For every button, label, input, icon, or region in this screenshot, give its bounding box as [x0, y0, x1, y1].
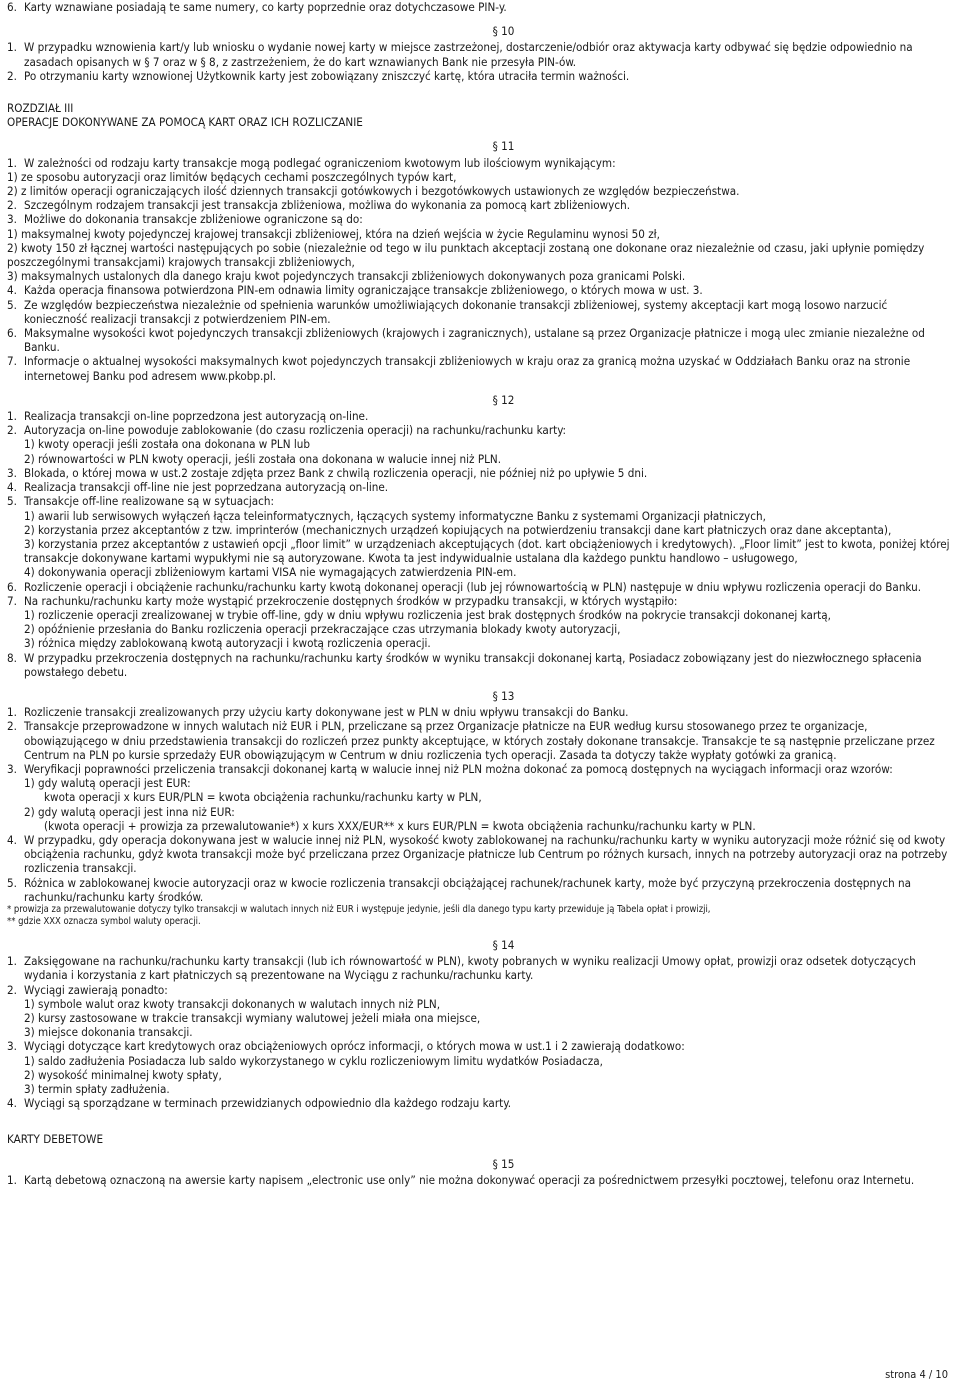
list-item: 1. Zaksięgowane na rachunku/rachunku karty transakcji (lub ich równowartość w PLN), kwoty pobranych w wyniku realizacji Umowy opłat, prowizji oraz odsetek dotyczących wydania i korzystania z kart płatniczych są prezentowane na Wyciągu z rachunku/rachunku karty. — [7, 954, 950, 982]
sub-item: 3) maksymalnych ustalonych dla danego kraju kwot pojedynczych transakcji zbliżeniowych dokonywanych poza granicami Polski. — [7, 269, 686, 284]
list-item: 2. Transakcje przeprowadzone w innych walutach niż EUR i PLN, przeliczane są przez Organizacje płatnicze na EUR według kursu stosowanego przez te organizacje, obowiązującego w dniu przedstawienia transakcji do rozliczeń przez punkty akceptujące, w których zostały dokonane transakcje. Transakcje te są następnie przeliczane przez Centrum na PLN po kursie sprzedaży EUR obowiązującym w Centrum w dniu rozliczenia tych operacji. Zasada ta dotyczy także wypłaty gotówki za granicą. — [7, 719, 950, 762]
item-text: W zależności od rodzaju karty transakcje mogą podlegać ograniczeniom kwotowym lub ilościowym wynikającym: — [24, 155, 616, 170]
item-text: Blokada, o której mowa w ust.2 zostaje zdjęta przez Bank z chwilą rozliczenia operacji, nie później niż po upływie 5 dni. — [24, 465, 648, 480]
footnote: * prowizja za przewalutowanie dotyczy tylko transakcji w walutach innych niż EUR i występuje jedynie, jeśli dla danego typu karty przewiduje ją Tabela opłat i prowizji, — [7, 903, 711, 915]
section-13-title: § 13 — [492, 688, 515, 703]
list-item: 7. Na rachunku/rachunku karty może wystąpić przekroczenie dostępnych środków w przypadku transakcji, w których wystąpiło: — [7, 594, 950, 608]
sub-item: 1) awarii lub serwisowych wyłączeń łącza teleinformatycznych, łączących systemy informatyczne Banku z systemami Organizacji płatniczych, — [24, 508, 766, 523]
list-item: 2. Wyciągi zawierają ponadto: — [7, 983, 950, 997]
item-text: Autoryzacja on-line powoduje zablokowanie (do czasu rozliczenia operacji) na rachunku/rachunku karty: — [24, 423, 567, 438]
list-item: 5. Transakcje off-line realizowane są w sytuacjach: — [7, 494, 950, 508]
sub-item: 3) różnica między zablokowaną kwotą autoryzacji i kwotą rozliczenia operacji. — [24, 636, 431, 651]
item-text: Każda operacja finansowa potwierdzona PIN-em odnawia limity ograniczające transakcje zbliżeniowego, o których mowa w ust. 3. — [24, 283, 703, 298]
sub-item: 3) korzystania przez akceptantów z ustawień opcji „floor limit” w urządzeniach akceptujących (dot. kart obciążeniowych i kredytowych). „Floor limit” jest to kwota, poniżej której transakcje dokonywane kartami wypukłymi nie są autoryzowane. Kwota ta jest indywidualnie ustalana dla każdego punktu handlowo – usługowego, — [24, 536, 950, 566]
list-item: 7. Informacje o aktualnej wysokości maksymalnych kwot pojedynczych transakcji zbliżeniowych w kraju oraz za granicą można uzyskać w Oddziałach Banku oraz na stronie internetowej Banku pod adresem www.pkobp.pl. — [7, 354, 950, 382]
item-text: Karty wznawiane posiadają te same numery, co karty poprzednie oraz dotychczasowe PIN-y. — [24, 0, 507, 14]
item-text: Ze względów bezpieczeństwa niezależnie od spełnienia warunków umożliwiających dokonanie transakcji zbliżeniowej, systemy akceptacji kart mogą losowo narzucić konieczność realizacji transakcji z potwierdzeniem PIN-em. — [24, 297, 888, 326]
sub-item: 1) ze sposobu autoryzacji oraz limitów będących cechami poszczególnych typów kart, — [7, 169, 457, 184]
item-text: Realizacja transakcji on-line poprzedzona jest autoryzacją on-line. — [24, 409, 369, 424]
list-item — [7, 40, 950, 68]
sub-item: 2) kwoty 150 zł łącznej wartości następujących po sobie (niezależnie od tego w ilu punktach akceptacji zostaną one dokonane oraz niezależnie od czasu, jaki upłynie pomiędzy poszczególnymi transakcjami) krajowych transakcji zbliżeniowych, — [7, 240, 925, 270]
list-item — [7, 69, 950, 83]
list-item: 4. W przypadku, gdy operacja dokonywana jest w walucie innej niż PLN, wysokość kwoty zablokowanej na rachunku/rachunku karty w wyniku autoryzacji może różnić się od kwoty obciążenia rachunku, gdyż kwota transakcji może być przeliczana przez Organizacje płatnicze lub Centrum po różnych kursach, innych na potrzeby autoryzacji oraz na potrzeby rozliczenia transakcji. — [7, 833, 950, 876]
item-text: Rozliczenie transakcji zrealizowanych przy użyciu karty dokonywane jest w PLN w dniu wpływu transakcji do Banku. — [24, 705, 629, 720]
item-text: Zaksięgowane na rachunku/rachunku karty transakcji (lub ich równowartość w PLN), kwoty pobranych w wyniku realizacji Umowy opłat, prowizji oraz odsetek dotyczących wydania i korzystania z kart płatniczych są prezentowane na Wyciągu z rachunku/rachunku karty. — [24, 954, 916, 983]
list-item: 4. Każda operacja finansowa potwierdzona PIN-em odnawia limity ograniczające transakcje zbliżeniowego, o których mowa w ust. 3. — [7, 283, 950, 297]
list-item: 2. Szczególnym rodzajem transakcji jest transakcja zbliżeniowa, możliwa do wykonania za pomocą kart zbliżeniowych. — [7, 198, 950, 212]
item-text: Transakcje off-line realizowane są w sytuacjach: — [24, 494, 274, 509]
list-item: 5. Różnica w zablokowanej kwocie autoryzacji oraz w kwocie rozliczenia transakcji obciążającej rachunek/rachunek karty, może być przyczyną przekroczenia dostępnych na rachunku/rachunku karty środków. — [7, 876, 950, 904]
item-text: Różnica w zablokowanej kwocie autoryzacji oraz w kwocie rozliczenia transakcji obciążającej rachunek/rachunek karty, może być przyczyną przekroczenia dostępnych na rachunku/rachunku karty środków. — [24, 875, 911, 904]
item-text: W przypadku przekroczenia dostępnych na rachunku/rachunku karty środków w wyniku transakcji dokonanej kartą, Posiadacz zobowiązany jest do niezwłocznego spłacenia powstałego debetu. — [24, 650, 922, 679]
item-number: 1. — [7, 40, 17, 55]
sub-item: 2) wysokość minimalnej kwoty spłaty, — [24, 1067, 222, 1082]
sub-item: 3) termin spłaty zadłużenia. — [24, 1082, 170, 1097]
section-11-title: § 11 — [492, 139, 515, 154]
item-text: Wyciągi zawierają ponadto: — [24, 982, 168, 997]
item-number: 2. — [7, 68, 17, 83]
chapter-label: ROZDZIAŁ III — [7, 101, 74, 116]
list-item: 5. Ze względów bezpieczeństwa niezależnie od spełnienia warunków umożliwiających dokonanie transakcji zbliżeniowej, systemy akceptacji kart mogą losowo narzucić konieczność realizacji transakcji z potwierdzeniem PIN-em. — [7, 298, 950, 326]
sub-item: 2) równowartości w PLN kwoty operacji, jeśli została ona dokonana w walucie innej niż PLN. — [24, 451, 502, 466]
section-10-title: § 10 — [492, 24, 515, 39]
item-text: Weryfikacji poprawności przeliczenia transakcji dokonanej kartą w walucie innej niż PLN można dokonać za pomocą dostępnych na wyciągach informacji oraz wzorów: — [24, 761, 893, 776]
sub-item: 1) saldo zadłużenia Posiadacza lub saldo wykorzystanego w cyklu rozliczeniowym limitu wydatków Posiadacza, — [24, 1053, 603, 1068]
list-item: 3. Blokada, o której mowa w ust.2 zostaje zdjęta przez Bank z chwilą rozliczenia operacji, nie później niż po upływie 5 dni. — [7, 466, 950, 480]
sub-item: 1) rozliczenie operacji zrealizowanej w trybie off-line, gdy w dniu wpływu rozliczenia jest brak dostępnych środków na pokrycie transakcji dokonanej kartą, — [24, 607, 831, 622]
list-item: 1. W zależności od rodzaju karty transakcje mogą podlegać ograniczeniom kwotowym lub ilościowym wynikającym: — [7, 156, 950, 170]
list-item: 3. Weryfikacji poprawności przeliczenia transakcji dokonanej kartą w walucie innej niż PLN można dokonać za pomocą dostępnych na wyciągach informacji oraz wzorów: — [7, 762, 950, 776]
item-text: Informacje o aktualnej wysokości maksymalnych kwot pojedynczych transakcji zbliżeniowych w kraju oraz za granicą można uzyskać w Oddziałach Banku oraz na stronie internetowej Banku pod adresem www.pkobp.pl. — [24, 354, 911, 383]
list-item: 2. Autoryzacja on-line powoduje zablokowanie (do czasu rozliczenia operacji) na rachunku/rachunku karty: — [7, 423, 950, 437]
section-heading-debit-cards: KARTY DEBETOWE — [7, 1132, 104, 1147]
section-12-title: § 12 — [492, 392, 515, 407]
list-item: 4. Wyciągi są sporządzane w terminach przewidzianych odpowiednio dla każdego rodzaju karty. — [7, 1096, 950, 1110]
chapter-title: OPERACJE DOKONYWANE ZA POMOCĄ KART ORAZ ICH ROZLICZANIE — [7, 115, 363, 130]
sub-item: 2) gdy walutą operacji jest inna niż EUR: — [24, 804, 235, 819]
sub-item: 2) opóźnienie przesłania do Banku rozliczenia operacji przekraczające czas utrzymania blokady kwoty autoryzacji, — [24, 622, 621, 637]
sub-item: 2) z limitów operacji ograniczających ilość dziennych transakcji gotówkowych i bezgotówkowych ustawionych ze względów bezpieczeństwa. — [7, 184, 740, 199]
list-item: 3. Możliwe do dokonania transakcje zbliżeniowe ograniczone są do: — [7, 212, 950, 226]
item-text: Maksymalne wysokości kwot pojedynczych transakcji zbliżeniowych (krajowych i zagranicznych), ustalane są przez Organizacje płatnicze i mogą ulec zmianie niezależne od Banku. — [24, 326, 925, 355]
item-text: Możliwe do dokonania transakcje zbliżeniowe ograniczone są do: — [24, 212, 363, 227]
item-text: Szczególnym rodzajem transakcji jest transakcja zbliżeniowa, możliwa do wykonania za pomocą kart zbliżeniowych. — [24, 198, 631, 213]
item-text: Wyciągi dotyczące kart kredytowych oraz obciążeniowych oprócz informacji, o których mowa w ust.1 i 2 zawierają dodatkowo: — [24, 1039, 685, 1054]
sub-item: 1) symbole walut oraz kwoty transakcji dokonanych w walutach innych niż PLN, — [24, 996, 441, 1011]
formula: kwota operacji x kurs EUR/PLN = kwota obciążenia rachunku/rachunku karty w PLN, — [44, 790, 482, 805]
list-item: 1. Realizacja transakcji on-line poprzedzona jest autoryzacją on-line. — [7, 409, 950, 423]
sub-item: 2) kursy zastosowane w trakcie transakcji wymiany walutowej jeżeli miała ona miejsce, — [24, 1011, 481, 1025]
item-number: 6. — [7, 0, 17, 14]
sub-item: 3) miejsce dokonania transakcji. — [24, 1025, 193, 1040]
page-number: strona 4 / 10 — [885, 1367, 948, 1381]
list-item: 3. Wyciągi dotyczące kart kredytowych oraz obciążeniowych oprócz informacji, o których mowa w ust.1 i 2 zawierają dodatkowo: — [7, 1039, 950, 1053]
section-14-title: § 14 — [492, 937, 515, 952]
list-item: 1. Kartą debetową oznaczoną na awersie karty napisem „electronic use only” nie można dokonywać operacji za pośrednictwem przesyłki pocztowej, telefonu oraz Internetu. — [7, 1173, 950, 1187]
sub-item: 1) kwoty operacji jeśli została ona dokonana w PLN lub — [24, 437, 310, 452]
list-item — [7, 0, 950, 14]
item-text: Transakcje przeprowadzone w innych walutach niż EUR i PLN, przeliczane są przez Organizacje płatnicze na EUR według kursu stosowanego przez te organizacje, obowiązującego w dniu przedstawienia transakcji do rozliczeń przez punkty akceptujące, w których zostały dokonane transakcje. Transakcje te są następnie przeliczane przez Centrum na PLN po kursie sprzedaży EUR obowiązującym w Centrum w dniu rozliczenia tych operacji. Zasada ta dotyczy także wypłaty gotówki za granicą. — [24, 719, 935, 762]
section-15-title: § 15 — [492, 1156, 515, 1171]
item-text: Wyciągi są sporządzane w terminach przewidzianych odpowiednio dla każdego rodzaju karty. — [24, 1096, 512, 1111]
sub-item: 1) gdy walutą operacji jest EUR: — [24, 776, 191, 791]
sub-item: 2) korzystania przez akceptantów z tzw. imprinterów (mechanicznych urządzeń kopiujących na potwierdzeniu transakcji dane kart płatniczych oraz dane akceptanta), — [24, 522, 892, 537]
sub-item: 4) dokonywania operacji zbliżeniowym kartami VISA nie wymagających zatwierdzenia PIN-em. — [24, 565, 517, 580]
item-text: Kartą debetową oznaczoną na awersie karty napisem „electronic use only” nie można dokonywać operacji za pośrednictwem przesyłki pocztowej, telefonu oraz Internetu. — [24, 1172, 915, 1187]
item-text: W przypadku wznowienia kart/y lub wniosku o wydanie nowej karty w miejsce zastrzeżonej, dostarczenie/odbiór oraz aktywacja karty odbywać się będzie odpowiednio na zasadach opisanych w § 7 oraz w § 8, z zastrzeżeniem, że do kart wznawianych Bank nie przesyła PIN-ów. — [24, 40, 913, 69]
formula: (kwota operacji + prowizja za przewalutowanie*) x kurs XXX/EUR** x kurs EUR/PLN = kwota obciążenia rachunku/rachunku karty w PLN. — [44, 818, 756, 833]
item-text: W przypadku, gdy operacja dokonywana jest w walucie innej niż PLN, wysokość kwoty zablokowanej na rachunku/rachunku karty w wyniku autoryzacji może różnić się od kwoty obciążenia rachunku, gdyż kwota transakcji może być przeliczana przez Organizacje płatnicze lub Centrum po różnych kursach, innych na potrzeby autoryzacji oraz na potrzeby rozliczenia transakcji. — [24, 832, 948, 876]
item-text: Na rachunku/rachunku karty może wystąpić przekroczenie dostępnych środków w przypadku transakcji, w których wystąpiło: — [24, 593, 678, 608]
list-item: 8. W przypadku przekroczenia dostępnych na rachunku/rachunku karty środków w wyniku transakcji dokonanej kartą, Posiadacz zobowiązany jest do niezwłocznego spłacenia powstałego debetu. — [7, 651, 950, 679]
item-text: Po otrzymaniu karty wznowionej Użytkownik karty jest zobowiązany zniszczyć kartę, która utraciła termin ważności. — [24, 68, 630, 83]
sub-item: 1) maksymalnej kwoty pojedynczej krajowej transakcji zbliżeniowej, która na dzień wejścia w życie Regulaminu wynosi 50 zł, — [7, 226, 660, 241]
list-item: 4. Realizacja transakcji off-line nie jest poprzedzana autoryzacją on-line. — [7, 480, 950, 494]
item-text: Rozliczenie operacji i obciążenie rachunku/rachunku karty kwotą dokonanej operacji (lub jej równowartością w PLN) następuje w dniu wpływu rozliczenia operacji do Banku. — [24, 579, 922, 594]
list-item: 6. Rozliczenie operacji i obciążenie rachunku/rachunku karty kwotą dokonanej operacji (lub jej równowartością w PLN) następuje w dniu wpływu rozliczenia operacji do Banku. — [7, 580, 950, 594]
list-item: 6. Maksymalne wysokości kwot pojedynczych transakcji zbliżeniowych (krajowych i zagranicznych), ustalane są przez Organizacje płatnicze i mogą ulec zmianie niezależne od Banku. — [7, 326, 950, 354]
footnote: ** gdzie XXX oznacza symbol waluty operacji. — [7, 915, 201, 927]
item-text: Realizacja transakcji off-line nie jest poprzedzana autoryzacją on-line. — [24, 480, 389, 495]
list-item: 1. Rozliczenie transakcji zrealizowanych przy użyciu karty dokonywane jest w PLN w dniu wpływu transakcji do Banku. — [7, 705, 950, 719]
